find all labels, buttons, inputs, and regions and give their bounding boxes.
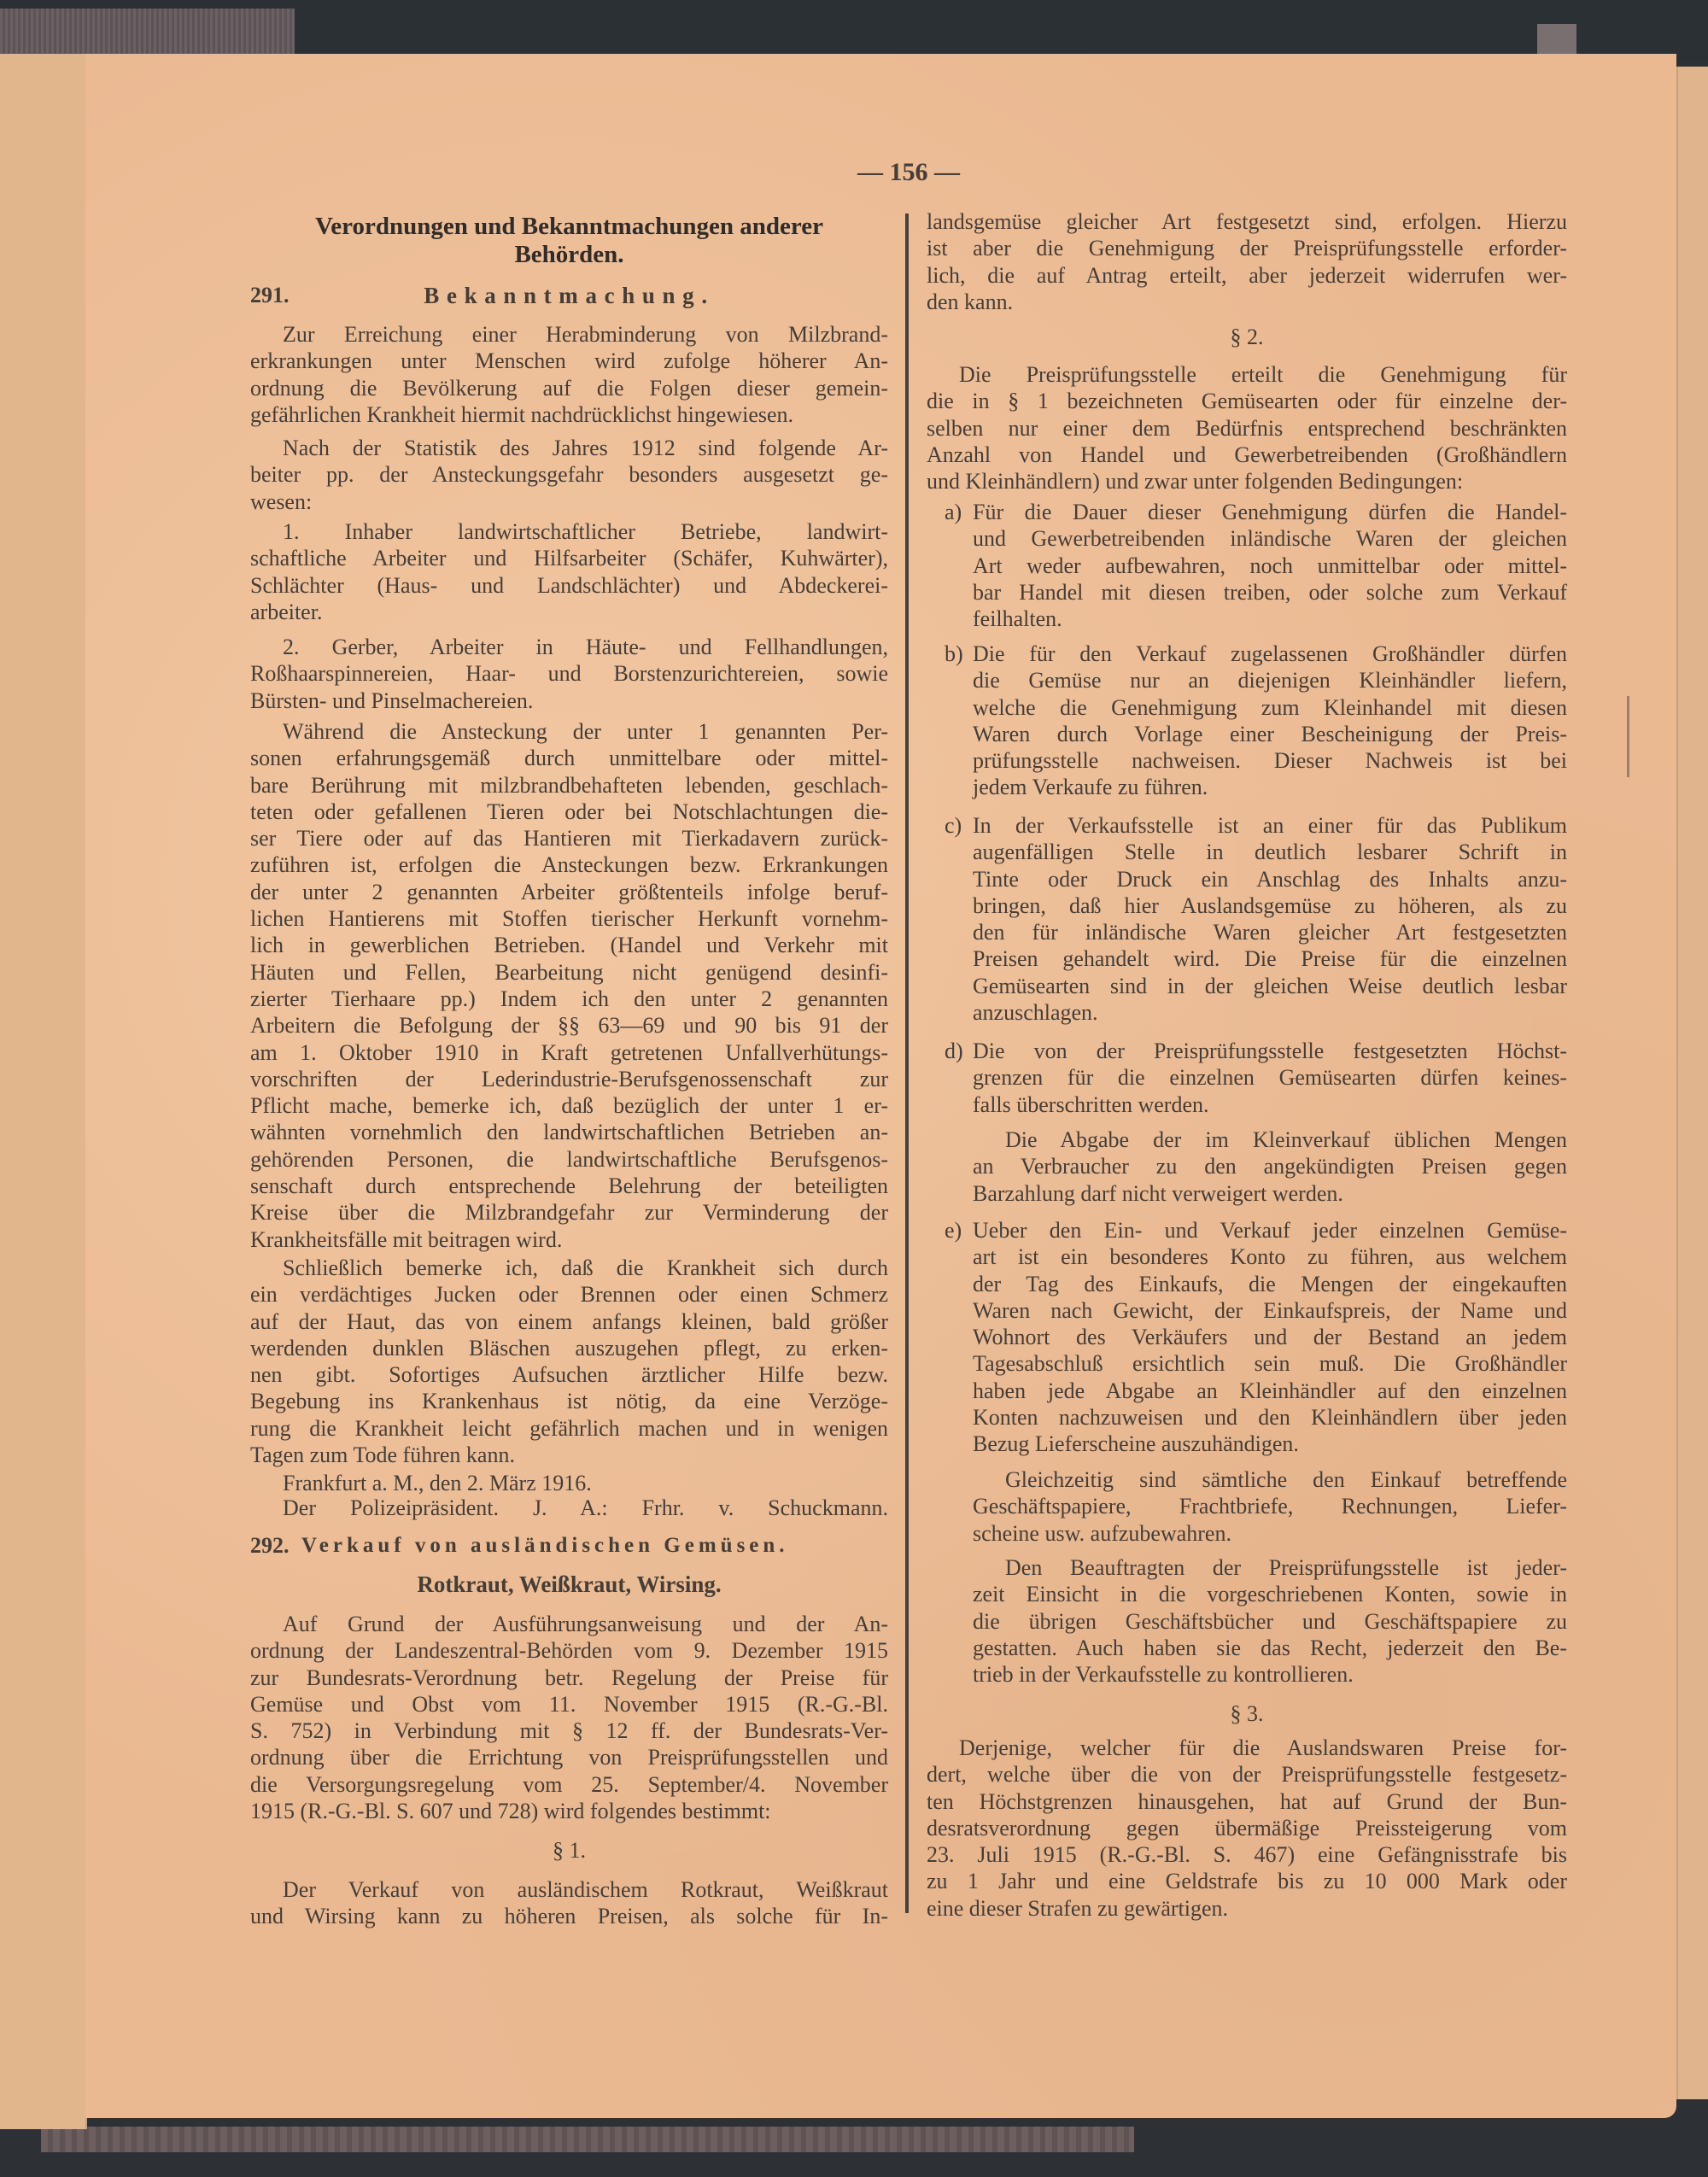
text-line: Die von der Preisprüfungsstelle festgesetzten Höchst- bbox=[973, 1039, 1567, 1063]
text-line: selben nur einer dem Bedürfnis entsprechend beschränkten bbox=[927, 415, 1567, 441]
section-heading bbox=[250, 213, 888, 269]
text-line: zeit Einsicht in die vorgeschriebenen Konten, sowie in bbox=[973, 1582, 1567, 1607]
text-line: trieb in der Verkaufsstelle zu kontrollieren. bbox=[973, 1662, 1354, 1688]
text-line: ist aber die Genehmigung der Preisprüfungsstelle erforder- bbox=[927, 236, 1567, 261]
text-line: die übrigen Geschäftsbücher und Geschäftspapiere zu bbox=[973, 1608, 1567, 1634]
text-line: Der Verkauf von ausländischem Rotkraut, Weißkraut bbox=[283, 1877, 888, 1902]
column-rule bbox=[905, 214, 909, 1913]
text-line: auf der Haut, das von einem anfangs kleinen, bald größer bbox=[250, 1308, 888, 1334]
text-line: und Kleinhändlern) und zwar unter folgenden Bedingungen: bbox=[927, 469, 1464, 495]
item-label: b) bbox=[945, 641, 963, 666]
text-line: Ueber den Ein- und Verkauf jeder einzelnen Gemüse- bbox=[973, 1218, 1567, 1243]
text-line: Art weder aufbewahren, noch unmittelbar oder mittel- bbox=[973, 553, 1567, 578]
text-line: an Verbraucher zu den angekündigten Preisen gegen bbox=[973, 1154, 1567, 1179]
paragraph bbox=[927, 208, 1567, 315]
text-line: 23. Juli 1915 (R.-G.-Bl. S. 467) eine Gefängnisstrafe bis bbox=[927, 1842, 1567, 1868]
text-line: Waren nach Gewicht, der Einkaufspreis, der Name und bbox=[973, 1297, 1567, 1323]
text-line: Bürsten- und Pinselmachereien. bbox=[250, 688, 534, 713]
text-line: Kreise über die Milzbrandgefahr zur Verminderung der bbox=[250, 1200, 888, 1226]
text-line: schaftliche Arbeiter und Hilfsarbeiter (Schäfer, Kuhwärter), bbox=[250, 546, 888, 571]
text-line: scheine usw. aufzubewahren. bbox=[973, 1520, 1231, 1546]
text-line: Für die Dauer dieser Genehmigung dürfen die Handel- bbox=[973, 500, 1567, 524]
text-line: senschaft durch entsprechende Belehrung der beteiligten bbox=[250, 1173, 888, 1199]
text-line: lich, die auf Antrag erteilt, aber jederzeit widerrufen wer- bbox=[927, 262, 1567, 288]
page-edge bbox=[14, 54, 44, 2129]
date-line: Frankfurt a. M., den 2. März 1916. bbox=[283, 1471, 592, 1495]
page-edge bbox=[67, 54, 87, 2129]
item-label: d) bbox=[945, 1039, 963, 1063]
notice-number: 291. bbox=[250, 283, 290, 307]
text-line: ten Höchstgrenzen hinausgehen, hat auf Grund der Bun- bbox=[927, 1788, 1567, 1814]
signature-line: Der Polizeipräsident. J. A.: Frhr. v. Schuckmann. bbox=[283, 1495, 888, 1520]
text-line: augenfälligen Stelle in deutlich lesbarer Schrift in bbox=[973, 840, 1567, 865]
text-line: art ist ein besonderes Konto zu führen, aus welchem bbox=[973, 1244, 1567, 1270]
text-line: werdenden dunklen Bläschen auszugehen pflegt, zu erken- bbox=[250, 1335, 888, 1361]
text-line: anzuschlagen. bbox=[973, 1000, 1098, 1026]
text-line: lich in gewerblichen Betrieben. (Handel und Verkehr mit bbox=[250, 933, 888, 958]
item-label: c) bbox=[945, 813, 962, 838]
text-line: Begebung ins Krankenhaus ist nötig, da eine Verzöge- bbox=[250, 1389, 888, 1414]
item-label: e) bbox=[945, 1218, 962, 1243]
text-line: Tagen zum Tode führen kann. bbox=[250, 1443, 515, 1468]
text-line: teten oder gefallenen Tieren oder bei Notschlachtungen die- bbox=[250, 799, 888, 824]
item-label: a) bbox=[945, 500, 962, 524]
text-line: Gleichzeitig sind sämtliche den Einkauf betreffende bbox=[1005, 1467, 1567, 1492]
text-line: Zur Erreichung einer Herabminderung von Milzbrand- bbox=[283, 322, 888, 347]
text-line: gefährlichen Krankheit hiermit nachdrücklichst hingewiesen. bbox=[250, 401, 794, 427]
text-line: Auf Grund der Ausführungsanweisung und der An- bbox=[283, 1612, 888, 1636]
text-line: Gemüse und Obst vom 11. November 1915 (R.-G.-Bl. bbox=[250, 1691, 888, 1717]
text-line: Derjenige, welcher für die Auslandswaren Preise for- bbox=[959, 1735, 1567, 1760]
paragraph bbox=[973, 1127, 1567, 1207]
notice-subtitle: Rotkraut, Weißkraut, Wirsing. bbox=[417, 1571, 722, 1597]
page-edge bbox=[43, 54, 68, 2129]
text-line: desratsverordnung gegen übermäßige Preissteigerung vom bbox=[927, 1815, 1567, 1841]
paragraph bbox=[250, 718, 888, 1253]
text-line: eine dieser Strafen zu gewärtigen. bbox=[927, 1895, 1229, 1921]
left-column bbox=[250, 0, 888, 2177]
text-line: Konten nachzuweisen und den Kleinhändlern über jeden bbox=[973, 1405, 1567, 1431]
notice-title: Verkauf von ausländischen Gemüsen. bbox=[301, 1534, 789, 1557]
text-line: ser Tiere oder auf das Hantieren mit Tierkadavern zurück- bbox=[250, 826, 888, 851]
text-line: zu 1 Jahr und eine Geldstrafe bis zu 10 000 Mark oder bbox=[927, 1869, 1567, 1894]
text-line: und Wirsing kann zu höheren Preisen, als solche für In- bbox=[250, 1904, 888, 1929]
text-line: feilhalten. bbox=[973, 606, 1062, 632]
text-line: und Gewerbetreibenden inländische Waren der gleichen bbox=[973, 526, 1567, 552]
text-line: zuführen ist, erfolgen die Ansteckungen bezw. Erkrankungen bbox=[250, 852, 888, 878]
text-line: Preisen gehandelt wird. Die Preise für die einzelnen bbox=[973, 946, 1567, 972]
page-number: — 156 — bbox=[857, 158, 960, 186]
text-line: erkrankungen unter Menschen wird zufolge höherer An- bbox=[250, 348, 888, 374]
text-line: dert, welche über die von der Preisprüfungsstelle festgesetz- bbox=[927, 1762, 1567, 1788]
text-line: sonen erfahrungsgemäß durch unmittelbare oder mittel- bbox=[250, 746, 888, 771]
heading-line: Behörden. bbox=[514, 241, 624, 268]
signature bbox=[250, 1495, 888, 1521]
text-line: jedem Verkaufe zu führen. bbox=[973, 775, 1208, 800]
notice-title: Bekanntmachung. bbox=[424, 283, 715, 308]
text-line: Die für den Verkauf zugelassenen Großhändler dürfen bbox=[973, 641, 1567, 666]
text-line: wähnten vornehmlich den landwirtschaftlichen Betrieben an- bbox=[250, 1120, 888, 1145]
text-line: 2. Gerber, Arbeiter in Häute- und Fellhandlungen, bbox=[283, 635, 888, 659]
paragraph bbox=[973, 1554, 1567, 1688]
text-line: Schließlich bemerke ich, daß die Krankheit sich durch bbox=[283, 1255, 888, 1280]
text-line: Gemüsearten sind in der gleichen Weise deutlich lesbar bbox=[973, 973, 1567, 998]
text-line: haben jede Abgabe an Kleinhändler auf den einzelnen bbox=[973, 1378, 1567, 1403]
section-label: § 1. bbox=[553, 1838, 586, 1863]
next-page-edge bbox=[1676, 67, 1708, 2099]
text-line: In der Verkaufsstelle ist an einer für das Publikum bbox=[973, 813, 1567, 838]
text-line: Geschäftspapiere, Frachtbriefe, Rechnungen, Liefer- bbox=[973, 1494, 1567, 1519]
heading-line: Verordnungen und Bekanntmachungen anderer bbox=[315, 213, 823, 240]
margin-mark bbox=[1627, 696, 1629, 777]
text-line: Krankheitsfälle mit beitragen wird. bbox=[250, 1226, 563, 1252]
text-line: 1915 (R.-G.-Bl. S. 607 und 728) wird folgendes bestimmt: bbox=[250, 1799, 771, 1824]
text-line: Roßhaarspinnereien, Haar- und Borstenzurichtereien, sowie bbox=[250, 661, 888, 687]
text-line: Die Preisprüfungsstelle erteilt die Genehmigung für bbox=[959, 362, 1567, 387]
section-label: § 3. bbox=[1230, 1701, 1264, 1726]
text-line: Bezug Lieferscheine auszuhändigen. bbox=[973, 1431, 1299, 1457]
text-line: den für inländische Waren gleicher Art festgesetzten bbox=[973, 920, 1567, 945]
text-line: Tagesabschluß ersichtlich sein muß. Die Großhändler bbox=[973, 1351, 1567, 1377]
text-line: grenzen für die einzelnen Gemüsearten dürfen keines- bbox=[973, 1065, 1567, 1091]
text-line: ein verdächtiges Jucken oder Brennen oder einen Schmerz bbox=[250, 1282, 888, 1308]
text-line: Die Abgabe der im Kleinverkauf üblichen Mengen bbox=[1005, 1127, 1567, 1152]
text-line: welche die Genehmigung zum Kleinhandel mit diesen bbox=[973, 694, 1567, 720]
text-line: Pflicht mache, bemerke ich, daß bezüglich der unter 1 er- bbox=[250, 1093, 888, 1119]
item-text bbox=[973, 641, 1567, 801]
text-line: am 1. Oktober 1910 in Kraft getretenen Unfallverhütungs- bbox=[250, 1039, 888, 1065]
paragraph bbox=[927, 361, 1567, 495]
paragraph bbox=[250, 1255, 888, 1468]
text-line: vorschriften der Lederindustrie-Berufsgenossenschaft zur bbox=[250, 1066, 888, 1091]
right-column bbox=[927, 0, 1567, 2177]
notice-number: 292. bbox=[250, 1533, 290, 1558]
text-line: Barzahlung darf nicht verweigert werden. bbox=[973, 1180, 1343, 1206]
text-line: Den Beauftragten der Preisprüfungsstelle ist jeder- bbox=[1005, 1555, 1567, 1580]
text-line: die in § 1 bezeichneten Gemüsearten oder für einzelne der- bbox=[927, 389, 1567, 414]
text-line: Während die Ansteckung der unter 1 genannten Per- bbox=[283, 719, 888, 744]
text-line: Tinte oder Druck ein Anschlag des Inhalts anzu- bbox=[973, 866, 1567, 892]
text-line: landsgemüse gleicher Art festgesetzt sind, erfolgen. Hierzu bbox=[927, 209, 1567, 234]
text-line: Arbeitern die Befolgung der §§ 63—69 und 90 bis 91 der bbox=[250, 1013, 888, 1039]
text-line: lichen Hantierens mit Stoffen tierischer Herkunft vornehm- bbox=[250, 906, 888, 932]
text-line: nen gibt. Sofortiges Aufsuchen ärztlicher Hilfe bezw. bbox=[250, 1362, 888, 1388]
paragraph bbox=[250, 1611, 888, 1824]
paragraph bbox=[250, 435, 888, 515]
text-line: wesen: bbox=[250, 489, 313, 514]
item-text bbox=[973, 1038, 1567, 1118]
text-line: bare Berührung mit milzbrandbehafteten lebenden, geschlach- bbox=[250, 772, 888, 798]
text-line: gestatten. Auch haben sie das Recht, jederzeit den Be- bbox=[973, 1635, 1567, 1660]
text-line: gehörenden Personen, die landwirtschaftliche Berufsgenos- bbox=[250, 1146, 888, 1172]
text-line: beiter pp. der Ansteckungsgefahr besonders ausgesetzt ge- bbox=[250, 462, 888, 488]
text-line: den kann. bbox=[927, 289, 1014, 314]
text-line: die Versorgungsregelung vom 25. September/4. November bbox=[250, 1771, 888, 1797]
text-line: Schlächter (Haus- und Landschlächter) und Abdeckerei- bbox=[250, 572, 888, 598]
text-line: ordnung die Bevölkerung auf die Folgen dieser gemein- bbox=[250, 375, 888, 401]
section-label: § 2. bbox=[1230, 325, 1264, 349]
paragraph bbox=[250, 1876, 888, 1930]
text-line: arbeiter. bbox=[250, 599, 323, 624]
text-line: Wohnort des Verkäufers und der Bestand an jedem bbox=[973, 1325, 1567, 1350]
text-line: ordnung über die Errichtung von Preisprüfungsstellen und bbox=[250, 1745, 888, 1770]
text-line: Waren durch Vorlage einer Bescheinigung der Preis- bbox=[973, 721, 1567, 746]
text-line: ordnung der Landeszentral-Behörden vom 9. Dezember 1915 bbox=[250, 1638, 888, 1664]
text-line: der Tag des Einkaufs, die Mengen der eingekauften bbox=[973, 1271, 1567, 1296]
text-line: der unter 2 genannten Arbeiter größtenteils infolge beruf- bbox=[250, 879, 888, 904]
paragraph bbox=[250, 321, 888, 428]
text-line: Nach der Statistik des Jahres 1912 sind folgende Ar- bbox=[283, 436, 888, 460]
text-line: S. 752) in Verbindung mit § 12 ff. der Bundesrats-Ver- bbox=[250, 1718, 888, 1744]
paragraph bbox=[927, 1735, 1567, 1922]
paragraph bbox=[973, 1466, 1567, 1547]
text-line: Anzahl von Handel und Gewerbetreibenden (Großhändlern bbox=[927, 442, 1567, 467]
text-line: falls überschritten werden. bbox=[973, 1091, 1209, 1117]
text-line: Häuten und Fellen, Bearbeitung nicht genügend desinfi- bbox=[250, 959, 888, 985]
item-text bbox=[973, 812, 1567, 1026]
list-item bbox=[250, 634, 888, 714]
text-line: 1. Inhaber landwirtschaftlicher Betriebe, landwirt- bbox=[283, 519, 888, 544]
notice-292-heading bbox=[250, 1532, 888, 1560]
item-text bbox=[973, 1217, 1567, 1458]
text-line: prüfungsstelle nachweisen. Dieser Nachweis ist bei bbox=[973, 748, 1567, 774]
notice-291-heading bbox=[250, 282, 888, 309]
text-line: die Gemüse nur an diejenigen Kleinhändler liefern, bbox=[973, 668, 1567, 693]
list-item bbox=[250, 518, 888, 625]
text-line: bar Handel mit diesen treiben, oder solche zum Verkauf bbox=[973, 579, 1567, 605]
text-line: rung die Krankheit leicht gefährlich machen und in wenigen bbox=[250, 1415, 888, 1441]
text-line: zierter Tierhaare pp.) Indem ich den unter 2 genannten bbox=[250, 986, 888, 1011]
text-line: zur Bundesrats-Verordnung betr. Regelung der Preise für bbox=[250, 1665, 888, 1690]
text-line: bringen, daß hier Auslandsgemüse zu höheren, als zu bbox=[973, 892, 1567, 918]
item-text bbox=[973, 499, 1567, 632]
